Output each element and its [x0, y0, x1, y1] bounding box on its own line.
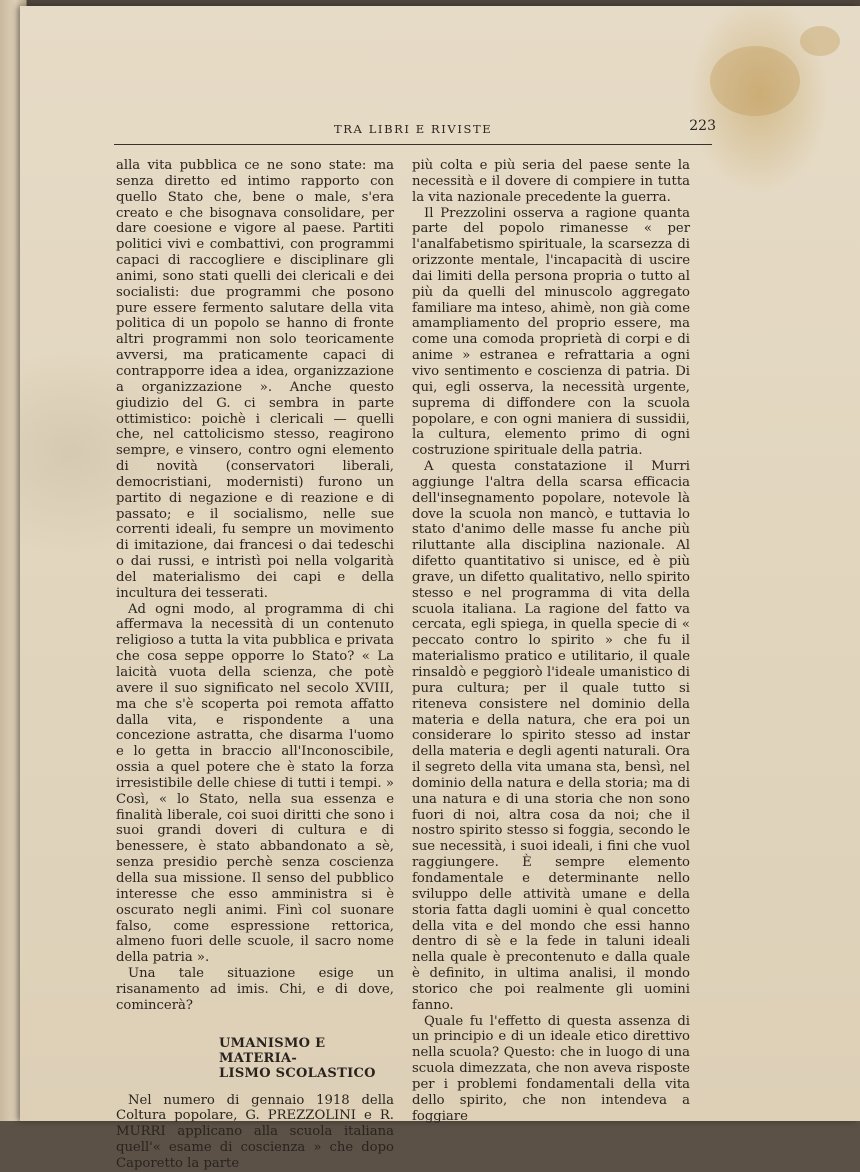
age-stain [800, 26, 840, 56]
page-number: 223 [689, 118, 716, 134]
paragraph: Quale fu l'effetto di questa assenza di un principio e di un ideale etico direttivo nella scuola? Questo: che in luogo di una scuola dimezzata, che non aveva risposte per i problemi fondamentali della vita dello spirito, che non intendeva a foggiare [412, 1013, 690, 1124]
paragraph: A questa constatazione il Murri aggiunge l'altra della scarsa efficacia dell'insegnamento popolare, notevole là dove la scuola non mancò, e tuttavia lo stato d'animo delle masse fu anche più riluttante alla disciplina nazionale. Al difetto quantitativo si unisce, ed è più grave, un difetto qualitativo, nello spirito stesso e nel programma di vita della scuola italiana. La ragione del fatto va cercata, egli spiega, in quella specie di « peccato contro lo spirito » che fu il materialismo pratico e utilitario, il quale rinsaldò e peggiorò l'ideale umanistico di pura cultura; per il quale tutto si riteneva consistere nel dominio della materia e della natura, che era poi un considerare lo spirito stesso ad instar della materia e degli agenti naturali. Ora il segreto della vita umana sta, bensì, nel dominio della natura e della storia; ma di una natura e di una storia che non sono fuori di noi, altra cosa da noi; che il nostro spirito stesso si foggia, secondo le sue necessità, i suoi ideali, i fini che vuol raggiungere. È sempre elemento fondamentale e determinante nello sviluppo delle attività umane e della storia fatta dagli uomini è qual concetto della vita e del mondo che essi hanno dentro di sè e la fede in taluni ideali nella quale è precontenuto e dalla quale è definito, in ultima analisi, il mondo storico che poi realmente gli uomini fanno. [412, 459, 690, 1013]
age-stain [710, 46, 800, 116]
page-header [114, 118, 714, 138]
paragraph: alla vita pubblica ce ne sono state: ma senza diretto ed intimo rapporto con quello Stato che, bene o male, s'era creato e che bisognava consolidare, per dare coesione e vigore al paese. Partiti politici vivi e combattivi, con programmi capaci di raccogliere e disciplinare gli animi, sono stati quelli dei clericali e dei socialisti: due programmi che posono pure essere fermento salutare della vita politica di un popolo se hanno di fronte altri programmi non solo teoricamente avversi, ma praticamente capaci di contrapporre idea a idea, organizzazione a organizzazione ». Anche questo giudizio del G. ci sembra in parte ottimistico: poichè i clericali — quelli che, nel cattolicismo stesso, reagirono sempre, e vinsero, contro ogni elemento di novità (conservatori liberali, democristiani, modernisti) furono un partito di negazione e di reazione e di passato; e il socialismo, nelle sue correnti ideali, fu sempre un movimento di imitazione, dai francesi o dai tedeschi o dai russi, e intristì poi nella volgarità del materialismo dei capi e della incultura dei tesserati. [116, 158, 394, 601]
paragraph: Nel numero di gennaio 1918 della Coltura popolare, G. PREZZOLINI e R. MURRI applicano alla scuola italiana quell'« esame di coscienza » che dopo Caporetto la parte [116, 1092, 394, 1171]
header-rule [114, 144, 712, 145]
section-title [219, 1036, 394, 1081]
paragraph: Il Prezzolini osserva a ragione quanta parte del popolo rimanesse « per l'analfabetismo spirituale, la scarsezza di orizzonte mentale, l'incapacità di uscire dai limiti della persona propria o tutto al più da quelli del minuscolo aggregato familiare ma inteso, ahimè, non già come amampliamento del proprio essere, ma come una comoda proprietà di corpi e di anime » estranea e refrattaria a ogni vivo sentimento e coscienza di patria. Di qui, egli osserva, la necessità urgente, suprema di diffondere con la scuola popolare, e con ogni maniera di sussidii, la cultura, elemento primo di ogni costruzione spirituale della patria. [412, 205, 690, 459]
section-title-line: UMANISMO E MATERIA- [219, 1035, 326, 1066]
paragraph: più colta e più seria del paese sente la necessità e il dovere di compiere in tutta la vita nazionale precedente la guerra. [412, 158, 690, 205]
paragraph: Ad ogni modo, al programma di chi affermava la necessità di un contenuto religioso a tutta la vita pubblica e privata che cosa seppe opporre lo Stato? « La laicità vuota della scienza, che potè avere il suo significato nel secolo XVIII, ma che s'è scoperta poi remota affatto dalla vita, e rispondente a una concezione astratta, che disarma l'uomo e lo getta in braccio all'Inconoscibile, ossia a quel potere che è stato la forza irresistibile delle chiese di tutti i tempi. » Così, « lo Stato, nella sua essenza e finalità liberale, coi suoi diritti che sono i suoi grandi doveri di cultura e di benessere, è stato abbandonato a sè, senza presidio perchè senza coscienza della sua missione. Il senso del pubblico interesse che esso amministra si è oscurato negli animi. Finì col suonare falso, come espressione rettorica, almeno fuori delle scuole, il sacro nome della patria ». [116, 601, 394, 966]
left-column [116, 158, 394, 1172]
running-head: TRA LIBRI E RIVISTE [334, 122, 493, 136]
paragraph: Una tale situazione esige un risanamento ad imis. Chi, e di dove, comincerà? [116, 966, 394, 1013]
section-title-line: LISMO SCOLASTICO [219, 1065, 376, 1081]
right-column [412, 158, 690, 1124]
